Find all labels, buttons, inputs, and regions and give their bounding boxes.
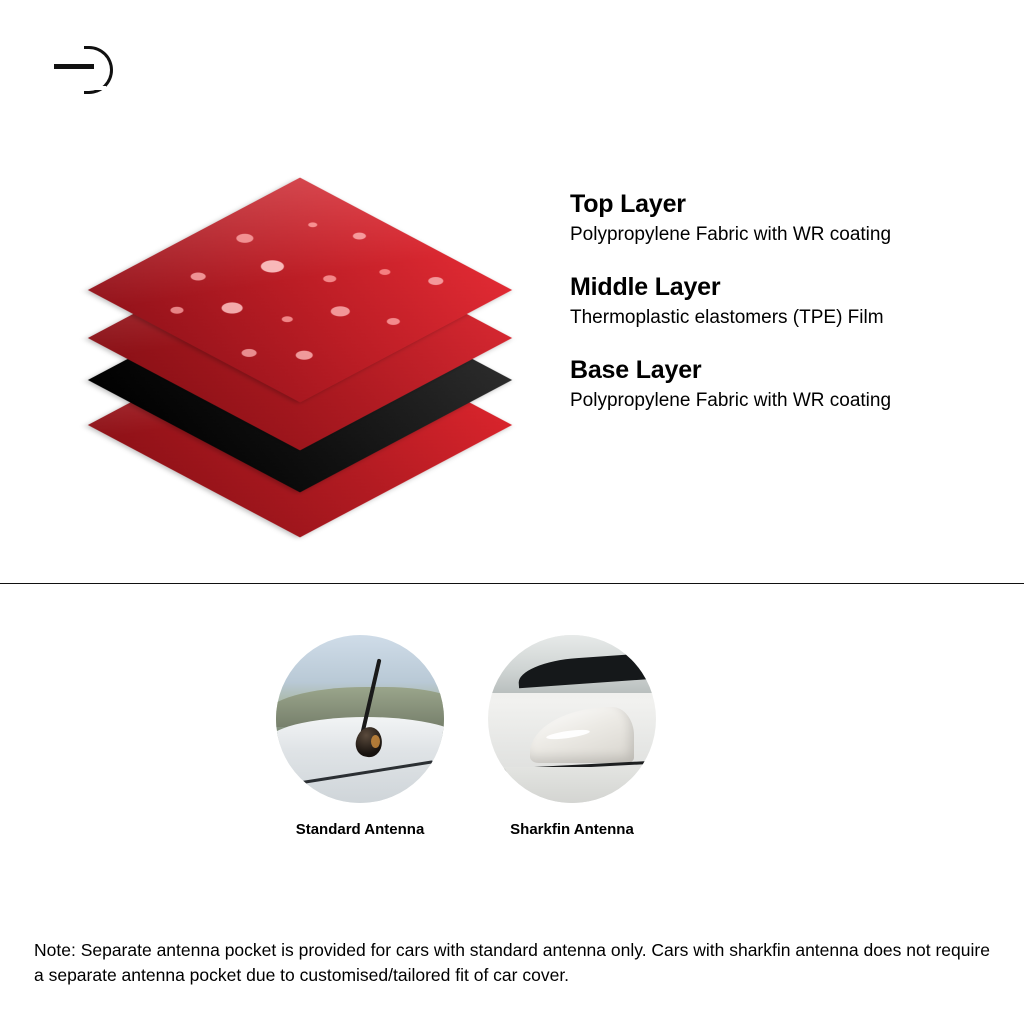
antenna-item-sharkfin [488,635,656,838]
layer-description: Thermoplastic elastomers (TPE) Film [570,306,884,328]
sharkfin-antenna-photo [488,635,656,803]
antenna-label: Sharkfin Antenna [510,821,634,838]
layer-title: Base Layer [570,356,702,385]
layer-description: Polypropylene Fabric with WR coating [570,389,892,411]
antenna-comparison [276,635,756,838]
standard-antenna-photo [276,635,444,803]
layer-caption-middle [570,273,990,330]
top-sheet-face [88,178,512,403]
brand-logo-mark [54,46,110,92]
section-divider [0,583,1024,584]
footnote: Note: Separate antenna pocket is provided for cars with standard antenna only. Cars with sharkfin antenna does not require a separate antenna pocket due to customised/tailored fit of car cover. [34,940,990,985]
layer-description: Polypropylene Fabric with WR coating [570,223,892,245]
car-body-lower [488,767,656,803]
top-sheet [150,140,450,440]
antenna-base-highlight [371,735,380,748]
layer-caption-base [570,356,990,413]
brand-logo-mask [84,86,106,90]
layer-title: Top Layer [570,190,686,218]
layer-captions [570,190,990,440]
layers-illustration [60,140,540,540]
layer-title: Middle Layer [570,273,721,302]
layer-caption-top [570,190,990,247]
antenna-label: Standard Antenna [295,821,425,838]
antenna-item-standard [276,635,444,838]
